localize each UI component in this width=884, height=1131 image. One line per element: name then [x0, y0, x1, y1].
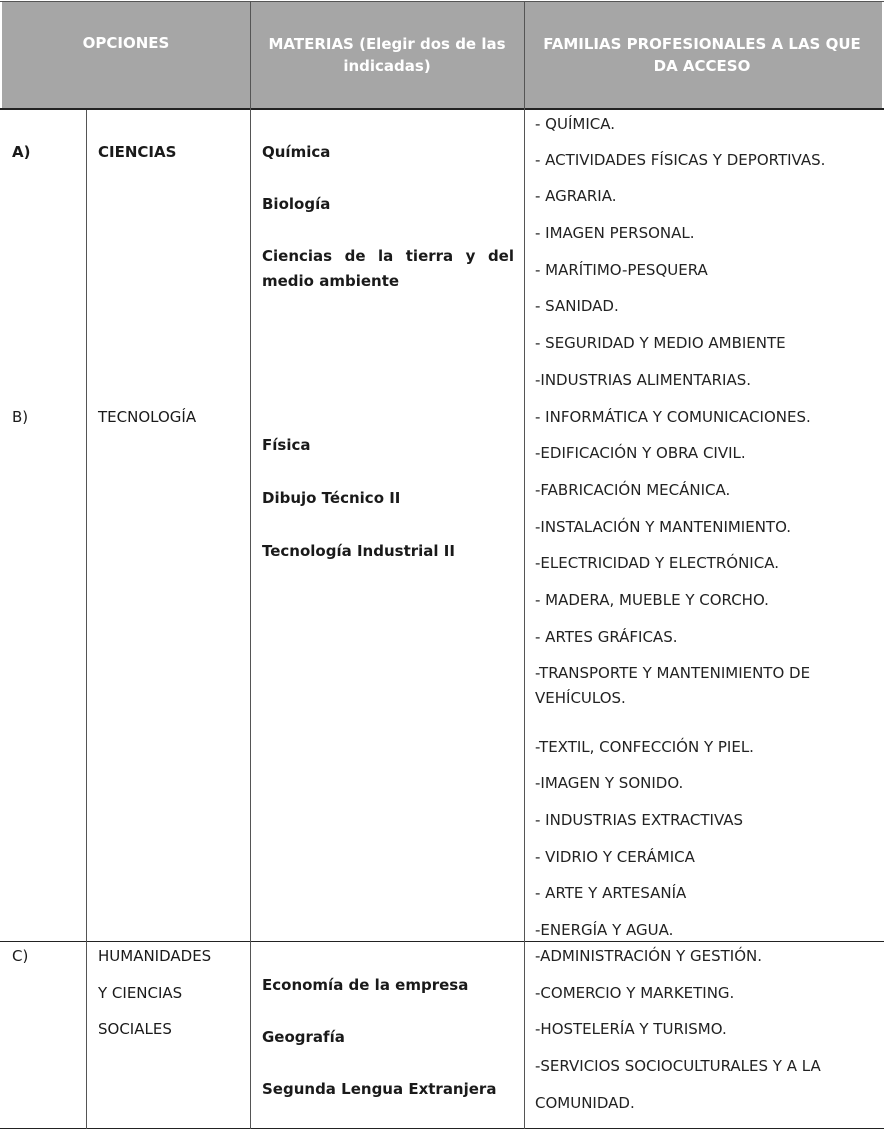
family-item: - INFORMÁTICA Y COMUNICACIONES. [535, 408, 811, 426]
family-item: - INDUSTRIAS EXTRACTIVAS [535, 811, 744, 829]
col-divider-2 [250, 2, 251, 1129]
row-c-option-line2: Y CIENCIAS [98, 984, 183, 1002]
family-item: -SERVICIOS SOCIOCULTURALES Y A LA [535, 1057, 821, 1075]
family-item: COMUNIDAD. [535, 1094, 635, 1112]
subject-dibujo-tecnico: Dibujo Técnico II [262, 489, 401, 507]
family-item: -INDUSTRIAS ALIMENTARIAS. [535, 371, 752, 389]
family-item: - MARÍTIMO-PESQUERA [535, 261, 708, 279]
subject-economia: Economía de la empresa [262, 976, 469, 994]
family-item: -ADMINISTRACIÓN Y GESTIÓN. [535, 947, 763, 965]
family-item: - ACTIVIDADES FÍSICAS Y DEPORTIVAS. [535, 151, 826, 169]
family-item: - IMAGEN PERSONAL. [535, 224, 695, 242]
family-item: - QUÍMICA. [535, 115, 615, 133]
family-item: - ARTES GRÁFICAS. [535, 628, 678, 646]
row-b-letter: B) [12, 408, 29, 426]
family-item: - MADERA, MUEBLE Y CORCHO. [535, 591, 769, 609]
family-item: - SANIDAD. [535, 297, 619, 315]
family-item: -HOSTELERÍA Y TURISMO. [535, 1020, 727, 1038]
subject-biologia: Biología [262, 195, 331, 213]
subject-ciencias-tierra-line1: Ciencias de la tierra y del [262, 247, 514, 265]
family-item: -ENERGÍA Y AGUA. [535, 921, 674, 939]
family-item: -COMERCIO Y MARKETING. [535, 984, 735, 1002]
family-item: -IMAGEN Y SONIDO. [535, 774, 684, 792]
subject-fisica: Física [262, 436, 311, 454]
row-c-option-line3: SOCIALES [98, 1020, 172, 1038]
rule-header-bottom [0, 108, 884, 110]
col-divider-3 [524, 2, 525, 1129]
subject-tecnologia-industrial: Tecnología Industrial II [262, 542, 455, 560]
col-divider-1 [86, 110, 87, 1129]
header-materias: MATERIAS (Elegir dos de las indicadas) [268, 35, 506, 75]
subject-segunda-lengua: Segunda Lengua Extranjera [262, 1080, 497, 1098]
subject-geografia: Geografía [262, 1028, 345, 1046]
family-item: -TEXTIL, CONFECCIÓN Y PIEL. [535, 738, 754, 756]
family-item: -TRANSPORTE Y MANTENIMIENTO DE [535, 664, 811, 682]
family-item: VEHÍCULOS. [535, 689, 626, 707]
family-item: -EDIFICACIÓN Y OBRA CIVIL. [535, 444, 746, 462]
family-item: - ARTE Y ARTESANÍA [535, 884, 687, 902]
family-item: -ELECTRICIDAD Y ELECTRÓNICA. [535, 554, 779, 572]
header-opciones: OPCIONES [82, 34, 170, 52]
subject-ciencias-tierra-line2: medio ambiente [262, 272, 400, 290]
rule-top [0, 1, 884, 2]
rule-row-c [0, 941, 884, 942]
family-item: - SEGURIDAD Y MEDIO AMBIENTE [535, 334, 786, 352]
row-b-option: TECNOLOGÍA [98, 408, 197, 426]
family-item: - VIDRIO Y CERÁMICA [535, 848, 695, 866]
row-a-letter: A) [12, 143, 31, 161]
family-item: - AGRARIA. [535, 187, 617, 205]
rule-bottom [0, 1128, 884, 1129]
subject-quimica: Química [262, 143, 331, 161]
family-item: -FABRICACIÓN MECÁNICA. [535, 481, 731, 499]
family-item: -INSTALACIÓN Y MANTENIMIENTO. [535, 518, 792, 536]
header-familias: FAMILIAS PROFESIONALES A LAS QUE DA ACCESO [543, 35, 861, 75]
row-c-letter: C) [12, 947, 29, 965]
row-a-option: CIENCIAS [98, 143, 177, 161]
row-c-option-line1: HUMANIDADES [98, 947, 212, 965]
